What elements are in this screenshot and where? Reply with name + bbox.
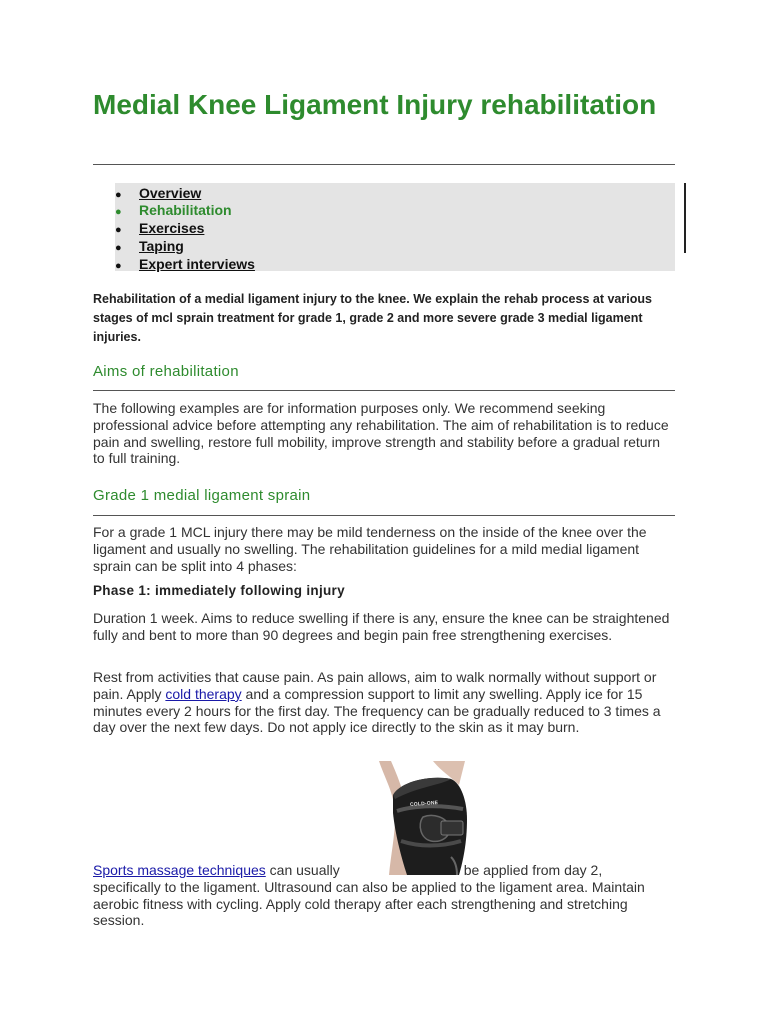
title-divider [93,164,675,165]
nav-item-taping[interactable]: ● Taping [115,237,184,257]
aims-divider [93,390,675,391]
aims-text: The following examples are for information purposes only. We recommend seeking professional advice before attempting any rehabilitation. The aim of rehabilitation is to reduce pain and swelling, restore full mobility, improve strength and stability before a gradual return to full training. [93,400,669,467]
nav-item-exercises[interactable]: ● Exercises [115,219,204,239]
massage-line: Sports massage techniques can usually be applied from day 2, [93,862,603,878]
sports-massage-link[interactable]: Sports massage techniques [93,862,266,878]
intro-summary: Rehabilitation of a medial ligament injury to the knee. We explain the rehab process at various stages of mcl sprain treatment for grade 1, grade 2 and more severe grade 3 medial ligament injuries. [93,292,652,344]
knee-brace-icon [371,761,471,875]
image-brand-label: COLD-ONE [409,800,439,808]
bullet-icon: ● [115,206,122,218]
bullet-icon: ● [115,224,122,236]
bullet-icon: ● [115,189,122,201]
phase1-text: Duration 1 week. Aims to reduce swelling if there is any, ensure the knee can be straightened fully and bent to more than 90 degrees and begin pain free strengthening exercises. [93,610,670,643]
nav-item-rehabilitation[interactable]: ● Rehabilitation [115,201,232,221]
page-title: Medial Knee Ligament Injury rehabilitation [93,89,657,120]
nav-item-overview[interactable]: ● Overview [115,184,201,204]
cold-therapy-link[interactable]: cold therapy [165,685,242,702]
grade1-heading: Grade 1 medial ligament sprain [93,487,311,504]
phase1-heading: Phase 1: immediately following injury [93,583,345,598]
grade1-divider [93,515,675,516]
aims-heading: Aims of rehabilitation [93,363,239,380]
section-nav [115,183,675,271]
bullet-icon: ● [115,242,122,254]
nav-item-expert-interviews[interactable]: ● Expert interviews [115,255,255,275]
grade1-text: For a grade 1 MCL injury there may be mild tenderness on the inside of the knee over the ligament and usually no swelling. The rehabilitation guidelines for a mild medial ligament sprain can be split into 4 phases: [93,524,647,574]
rest-paragraph: Rest from activities that cause pain. As pain allows, aim to walk normally without support or pain. Apply cold therapy and a compression support to limit any swelling. Apply ice for 15 minutes every 2 hours for the first day. The frequency can be gradually reduced to 3 times a day over the next few days. Do not apply ice directly to the skin as it may burn. [93,669,661,736]
knee-support-image [371,761,471,875]
bullet-icon: ● [115,260,122,272]
massage-text: specifically to the ligament. Ultrasound can also be applied to the ligament area. Maintain aerobic fitness with cycling. Apply cold therapy after each strengthening and stretching session. [93,878,645,929]
nav-edge-divider [684,183,686,253]
